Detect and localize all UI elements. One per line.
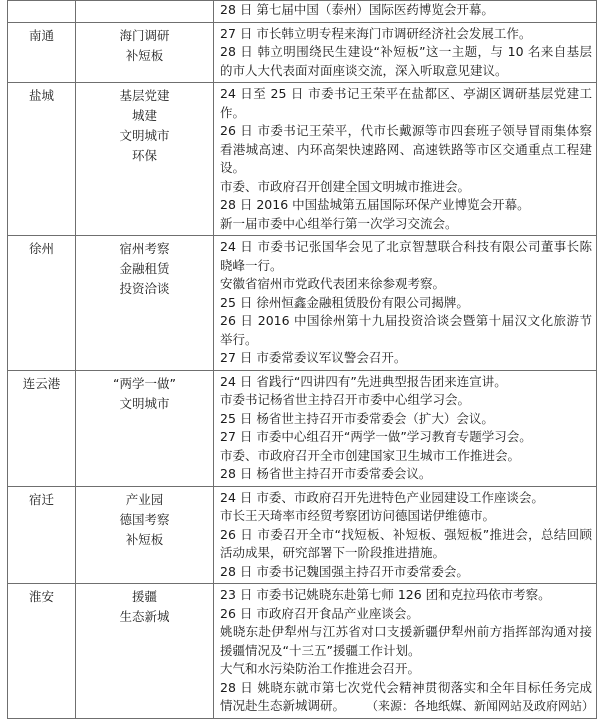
topics-cell [76,1,214,23]
event-entry: 24 日至 25 日 市委书记王荣平在盐都区、亭湖区调研基层党建工作。 [220,86,592,120]
city-cell [8,486,76,584]
event-entry: 市委、市政府召开全市创建国家卫生城市工作推进会。 [220,447,521,463]
topic-label: 城建 [131,108,157,123]
topic-label: 基层党建 [119,88,170,103]
event-entry: 23 日 市委书记姚晓东赴第七师 126 团和克拉玛依市考察。 [220,587,551,602]
event-entry: 28 日 第七届中国（泰州）国际医药博览会开幕。 [220,2,494,17]
topic-label: 援疆 [131,589,157,604]
event-entry: 25 日 徐州恒鑫金融租赁股份有限公司揭牌。 [220,294,469,310]
table-row [8,22,597,83]
event-entry: 24 日 省践行“四讲四有”先进典型报告团来连宣讲。 [220,373,507,389]
topic-label: 补短板 [125,531,164,547]
city-name: 徐州 [28,241,54,256]
event-entry: 市委、市政府召开创建全国文明城市推进会。 [220,178,471,194]
events-cell [214,22,597,83]
source-note: （来源：各地纸媒、新闻网站及政府网站） [365,699,594,713]
events-cell [214,83,597,236]
table-body [8,1,597,719]
city-name: 盐城 [28,88,54,103]
events-cell [214,1,597,23]
topics-cell [76,236,214,371]
event-entry: 28 日 韩立明围绕民生建设“补短板”这一主题，与 10 名来自基层的市人大代表面对面座谈交流，深入听取意见建议。 [220,44,592,78]
city-cell [8,1,76,23]
topics-cell [76,83,214,236]
event-entry: 市委书记杨省世主持召开市委中心组学习会。 [220,392,471,407]
events-cell [214,486,597,584]
event-entry: 大气和水污染防治工作推进会召开。 [220,661,421,676]
table-row [8,1,597,23]
event-entry: 27 日 市委常委议军议警会召开。 [220,350,407,365]
city-name: 南通 [28,27,54,43]
city-cell [8,370,76,486]
event-entry: 24 日 市委书记张国华会见了北京智慧联合科技有限公司董事长陈晓峰一行。 [220,239,592,273]
topics-cell [76,584,214,719]
topic-label: 文明城市 [119,395,170,411]
topic-label: 生态新城 [119,609,170,624]
topic-label: 产业园 [125,491,164,507]
topic-label: 文明城市 [119,128,170,143]
events-cell [214,236,597,371]
city-cell [8,236,76,371]
topic-label: 补短板 [125,47,164,63]
event-entry: 26 日 2016 中国徐州第十九届投资洽谈会暨第十届汉文化旅游节举行。 [220,313,592,347]
event-entry: 26 日 市政府召开食品产业座谈会。 [220,605,419,621]
event-entry: 28 日 2016 中国盐城第五届国际环保产业博览会开幕。 [220,197,530,212]
event-entry: 26 日 市委书记王荣平，代市长戴源等市四套班子领导冒雨集体察看港城高速、内环高架快速路网、高速铁路等市区交通重点工程建设。 [220,123,592,175]
event-entry: 市长王天琦率市经贸考察团访问德国诺伊维德市。 [220,508,496,523]
topic-label: 德国考察 [119,511,170,527]
topics-cell [76,370,214,486]
event-entry: 24 日 市委、市政府召开先进特色产业园建设工作座谈会。 [220,489,544,505]
city-name: 连云港 [22,375,61,391]
event-entry: 28 日 姚晓东就市第七次党代会精神贯彻落实和全年目标任务完成情况赴生态新城调研。 [220,679,592,713]
event-entry: 新一届市委中心组举行第一次学习交流会。 [220,215,458,231]
table-row [8,236,597,371]
table-row [8,486,597,584]
event-entry: 姚晓东赴伊犁州与江苏省对口支援新疆伊犁州前方指挥部沟通对接援疆情况及“十三五”援疆工作计划。 [220,624,592,658]
topic-label: 环保 [131,148,157,163]
table-row [8,83,597,236]
topic-label: 投资洽谈 [119,281,170,296]
topics-cell [76,486,214,584]
event-entry: 安徽省宿州市党政代表团来徐参观考察。 [220,276,446,291]
city-events-table [7,0,597,719]
event-entry: 25 日 杨省世主持召开市委常委会（扩大）会议。 [220,410,494,426]
city-cell [8,584,76,719]
topic-label: “两学一做” [113,375,176,391]
event-entry: 28 日 杨省世主持召开市委常委会议。 [220,466,432,481]
topic-label: 金融租赁 [119,261,170,276]
event-entry: 26 日 市委召开全市“找短板、补短板、强短板”推进会，总结回顾活动成果，研究部署下一阶段推进措施。 [220,526,592,560]
city-name: 宿迁 [28,491,54,507]
event-entry: 27 日 市长韩立明专程来海门市调研经济社会发展工作。 [220,25,532,41]
city-name: 淮安 [28,589,54,604]
city-cell [8,83,76,236]
topic-label: 海门调研 [119,27,170,43]
event-entry: 28 日 市委书记魏国强主持召开市委常委会。 [220,563,469,579]
event-entry: 27 日 市委中心组召开“两学一做”学习教育专题学习会。 [220,429,532,444]
topic-label: 宿州考察 [119,241,170,256]
city-cell [8,22,76,83]
table-row [8,370,597,486]
topics-cell [76,22,214,83]
events-cell [214,370,597,486]
